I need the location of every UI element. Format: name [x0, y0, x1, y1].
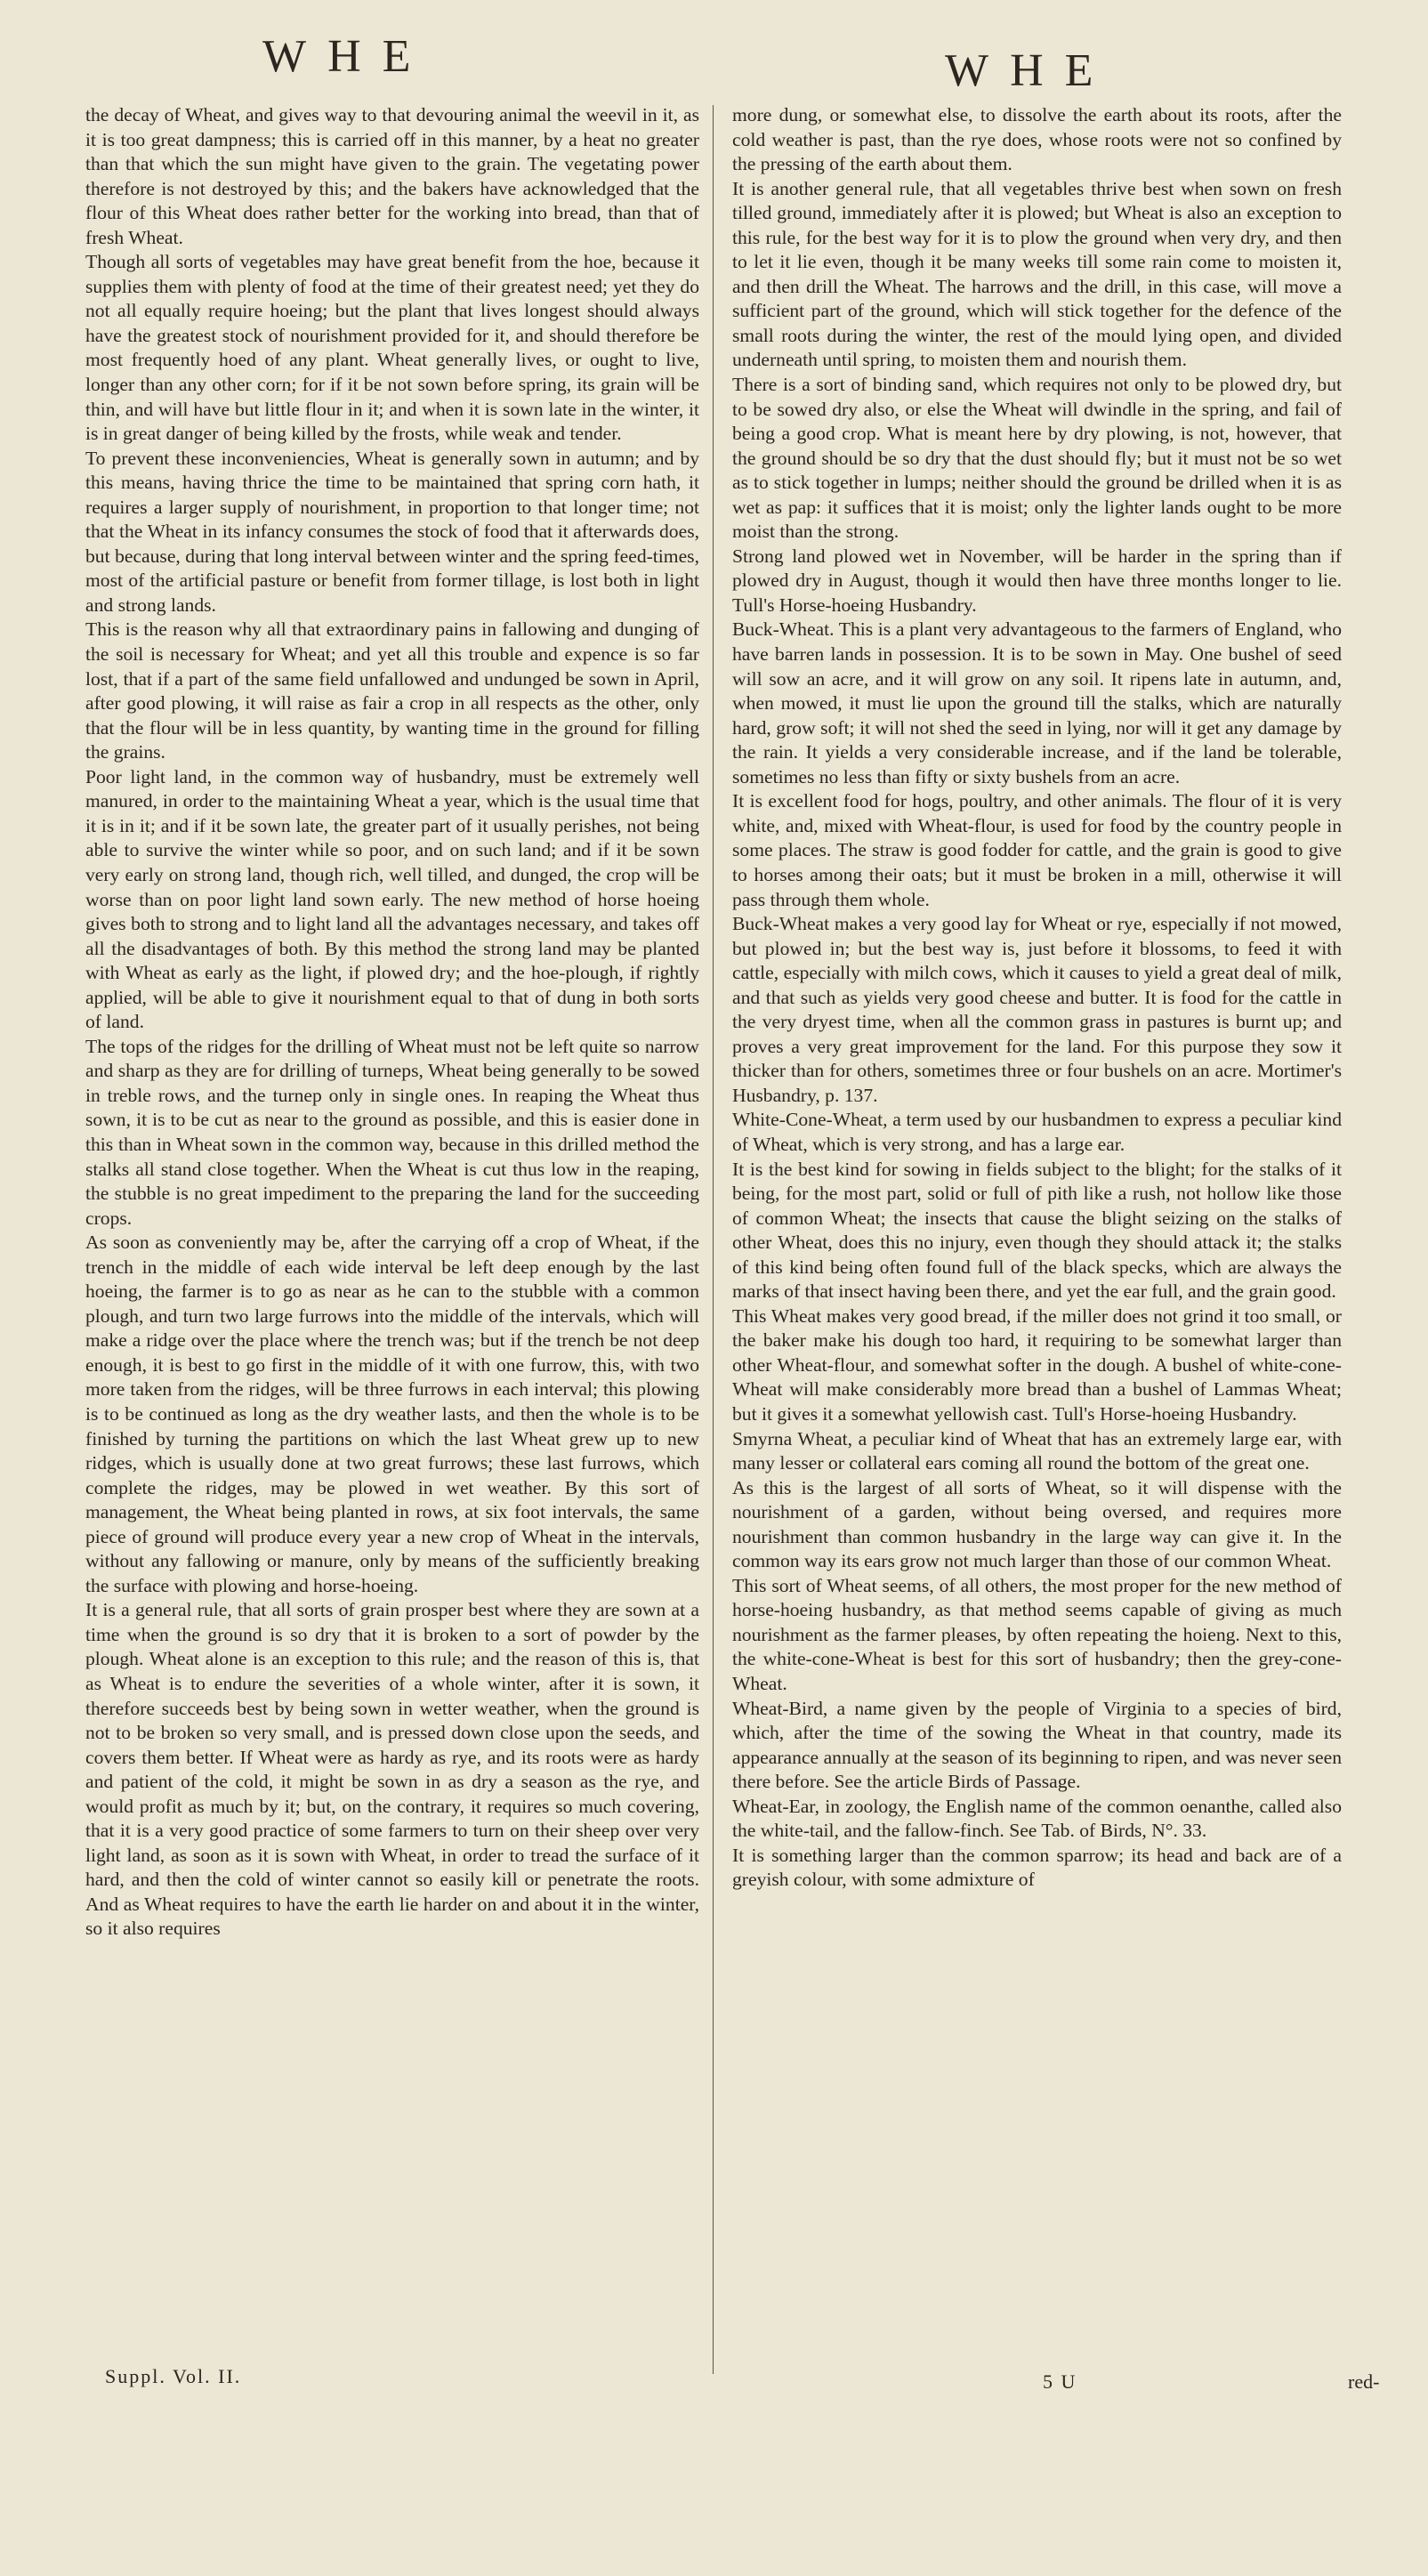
running-head-left: WHE [262, 31, 432, 82]
paragraph: It is the best kind for sowing in fields subject to the blight; for the stalks of it being, for the most part, solid or full of pith like a rush, not hollow like those of common Wheat; the insects that cause the blight seizing on the stalks of other Wheat, does this no injury, even though they should attack it; the stalks of this kind being often found full of the black specks, which are always the marks of that insect having been there, and yet the ear full, and the grain good. [732, 1158, 1342, 1303]
paragraph: Though all sorts of vegetables may have great benefit from the hoe, because it supplies them with plenty of food at the time of their greatest need; yet they do not all equally require hoeing; but the plant that lives longest should always have the greatest stock of nourishment provided for it, and should therefore be most frequently hoed of any plant. Wheat generally lives, or ought to live, longer than any other corn; for if it be not sown before spring, its grain will be thin, and will have but little flour in it; and when it is sown late in the winter, it is in great danger of being killed by the frosts, while weak and tender. [85, 251, 699, 445]
right-column [732, 103, 1342, 1893]
paragraph: This is the reason why all that extraordinary pains in fallowing and dunging of the soil is necessary for Wheat; and yet all this trouble and expence is so far lost, that if a part of the same field unfallowed and undunged be sown in April, after good plowing, it will raise as fair a crop in all respects as the other, only that the flour will be in less quantity, by wanting time in the ground for filling the grains. [85, 618, 699, 763]
paragraph: There is a sort of binding sand, which requires not only to be plowed dry, but to be sowed dry also, or else the Wheat will dwindle in the spring, and fail of being a good crop. What is meant here by dry plowing, is not, however, that the ground should be so dry that the dust should fly; but it must not be so wet as to stick together in lumps; neither should the ground be drilled when it is as wet as pap: it suffices that it is moist; only the lighter lands ought to be more moist than the strong. [732, 374, 1342, 543]
paragraph: As this is the largest of all sorts of Wheat, so it will dispense with the nourishment of a garden, without being oversed, and requires more nourishment than common husbandry in the large way can give it. In the common way its ears grow not much larger than those of our common Wheat. [732, 1476, 1342, 1572]
paragraph: Strong land plowed wet in November, will be harder in the spring than if plowed dry in August, though it would then have three months longer to lie. Tull's Horse-hoeing Husbandry. [732, 545, 1342, 616]
column-divider [713, 105, 714, 2374]
paragraph: This sort of Wheat seems, of all others, the most proper for the new method of horse-hoeing husbandry, as that method seems capable of giving as much nourishment as the farmer pleases, by often repeating the hoieng. Next to this, the white-cone-Wheat is best for this sort of husbandry; then the grey-cone-Wheat. [732, 1574, 1342, 1694]
paragraph: Poor light land, in the common way of husbandry, must be extremely well manured, in order to the maintaining Wheat a year, which is the usual time that it is in it; and if it be sown late, the greater part of it usually perishes, not being able to survive the winter while so poor, and on such land; and if it be sown very early on strong land, though rich, well tilled, and dunged, the crop will be worse than on poor light land sown early. The new method of horse hoeing gives both to strong and to light land all the advantages necessary, and takes off all the disadvantages of both. By this method the strong land may be planted with Wheat as early as the light, if plowed dry; and the hoe-plough, if rightly applied, will be able to give it nourishment equal to that of dung in both sorts of land. [85, 765, 699, 1033]
paragraph: The tops of the ridges for the drilling of Wheat must not be left quite so narrow and sharp as they are for drilling of turneps, Wheat being generally to be sowed in treble rows, and the turnep only in single ones. In reaping the Wheat thus sown, it is to be cut as near to the ground as possible, and this is easier done in this than in Wheat sown in the common way, because in this drilled method the stalks all stand close together. When the Wheat is cut thus low in the reaping, the stubble is no great impediment to the preparing the land for the succeeding crops. [85, 1035, 699, 1229]
paragraph: It is excellent food for hogs, poultry, and other animals. The flour of it is very white, and, mixed with Wheat-flour, is used for food by the country people in some places. The straw is good fodder for cattle, and the grain is good to give to horses among their oats; but it must be broken in a mill, otherwise it will pass through them whole. [732, 790, 1342, 910]
entry-wheat-ear: Wheat-Ear, in zoology, the English name of the common oenanthe, called also the white-tail, and the fallow-finch. See Tab. of Birds, N°. 33. [732, 1795, 1342, 1842]
paragraph: As soon as conveniently may be, after the carrying off a crop of Wheat, if the trench in the middle of each wide interval be left deep enough by the last hoeing, the farmer is to go as near as he can to the stubble with a common plough, and turn two large furrows into the middle of the intervals, which will make a ridge over the place where the trench was; but if the trench be not deep enough, it is best to go first in the middle of it with one furrow, this, with two more taken from the ridges, will be three furrows in each interval; this plowing is to be continued as long as the dry weather lasts, and then the whole is to be finished by turning the partitions on which the last Wheat grew up to new ridges, which is usually done at two great furrows; these last furrows, which complete the ridges, may be plowed in wet weather. By this sort of management, the Wheat being planted in rows, at six foot intervals, the same piece of ground will produce every year a new crop of Wheat in the intervals, without any fallowing or manure, only by means of the sufficiently breaking the surface with plowing and horse-hoeing. [85, 1231, 699, 1596]
entry-smyrna-wheat: Smyrna Wheat, a peculiar kind of Wheat that has an extremely large ear, with many lesser or collateral ears coming all round the bottom of the great one. [732, 1427, 1342, 1474]
entry-buck-wheat: Buck-Wheat. This is a plant very advantageous to the farmers of England, who have barren lands in possession. It is to be sown in May. One bushel of seed will sow an acre, and it will grow on any soil. It ripens late in autumn, and, when mowed, it must lie upon the ground till the stalks, which are naturally hard, grow soft; it will not shed the seed in lying, nor will it get any damage by the rain. It yields a very considerable increase, and if the land be tolerable, sometimes no less than fifty or sixty bushels from an acre. [732, 618, 1342, 787]
paragraph: This Wheat makes very good bread, if the miller does not grind it too small, or the baker make his dough too hard, it requiring to be somewhat larger than other Wheat-flour, and somewhat softer in the dough. A bushel of white-cone-Wheat will make considerably more bread than a bushel of Lammas Wheat; but it gives it a somewhat yellowish cast. Tull's Horse-hoeing Husbandry. [732, 1304, 1342, 1425]
volume-signature: Suppl. Vol. II. [105, 2365, 242, 2387]
paragraph: It is something larger than the common sparrow; its head and back are of a greyish colour, with some admixture of [732, 1844, 1342, 1891]
paragraph: the decay of Wheat, and gives way to that devouring animal the weevil in it, as it is too great dampness; this is carried off in this manner, by a heat no greater than that which the sun might have given to the grain. The vegetating power therefore is not destroyed by this; and the bakers have acknowledged that the flour of this Wheat does rather better for the working into bread, than that of fresh Wheat. [85, 104, 699, 248]
paragraph: To prevent these inconveniencies, Wheat is generally sown in autumn; and by this means, having thrice the time to be maintained that spring corn hath, it requires a larger supply of nourishment, in proportion to that longer time; not that the Wheat in its infancy consumes the stock of food that it afterwards does, but because, during that long interval between winter and the spring feed-times, most of the artificial pasture or benefit from former tillage, is lost both in light and strong lands. [85, 447, 699, 616]
gathering-mark: 5 U [1043, 2370, 1077, 2393]
paragraph: It is another general rule, that all vegetables thrive best when sown on fresh tilled ground, immediately after it is plowed; but Wheat is also an exception to this rule, for the best way for it is to plow the ground when very dry, and then to let it lie even, though it be many weeks till some rain come to moisten it, and then drill the Wheat. The harrows and the drill, in this case, will move a sufficient part of the ground, which will stick together for the defence of the small roots during the winter, the rest of the mould lying open, and divided underneath until spring, to moisten them and nourish them. [732, 177, 1342, 371]
running-head-right: WHE [945, 45, 1115, 96]
entry-wheat-bird: Wheat-Bird, a name given by the people of Virginia to a species of bird, which, after the time of the sowing the Wheat in that country, made its appearance annually at the season of its beginning to ripen, and was never seen there before. See the article Birds of Passage. [732, 1697, 1342, 1793]
left-column [85, 103, 699, 1942]
catchword: red- [1348, 2370, 1380, 2393]
paragraph: more dung, or somewhat else, to dissolve the earth about its roots, after the cold weather is past, than the rye does, whose roots were not so confined by the pressing of the earth about them. [732, 104, 1342, 175]
entry-white-cone-wheat: White-Cone-Wheat, a term used by our husbandmen to express a peculiar kind of Wheat, which is very strong, and has a large ear. [732, 1109, 1342, 1155]
paragraph: Buck-Wheat makes a very good lay for Wheat or rye, especially if not mowed, but plowed in; but the best way is, just before it blossoms, to feed it with cattle, especially with milch cows, which it causes to yield a great deal of milk, and that such as yields very good cheese and butter. It is food for the cattle in the very dryest time, when all the common grass in pastures is burnt up; and proves a very great improvement for the land. For this purpose they sow it thicker than for others, sometimes three or four bushels on an acre. Mortimer's Husbandry, p. 137. [732, 913, 1342, 1106]
paragraph: It is a general rule, that all sorts of grain prosper best where they are sown at a time when the ground is so dry that it is broken to a sort of powder by the plough. Wheat alone is an exception to this rule; and the reason of this is, that as Wheat is to endure the severities of a whole winter, after it is sown, it therefore succeeds best by being sown in wetter weather, when the ground is not to be broken so very small, and is pressed down close upon the seeds, and covers them better. If Wheat were as hardy as rye, and its roots were as hardy and patient of the cold, it might be sown in as dry a season as the rye, and would profit as much by it; but, on the contrary, it requires so much covering, that it is a very good practice of some farmers to turn on their sheep over very light land, as soon as it is sown with Wheat, in order to tread the surface of it hard, and then the cold of winter cannot so easily kill or penetrate the roots. And as Wheat requires to have the earth lie harder on and about it in the winter, so it also requires [85, 1599, 699, 1940]
